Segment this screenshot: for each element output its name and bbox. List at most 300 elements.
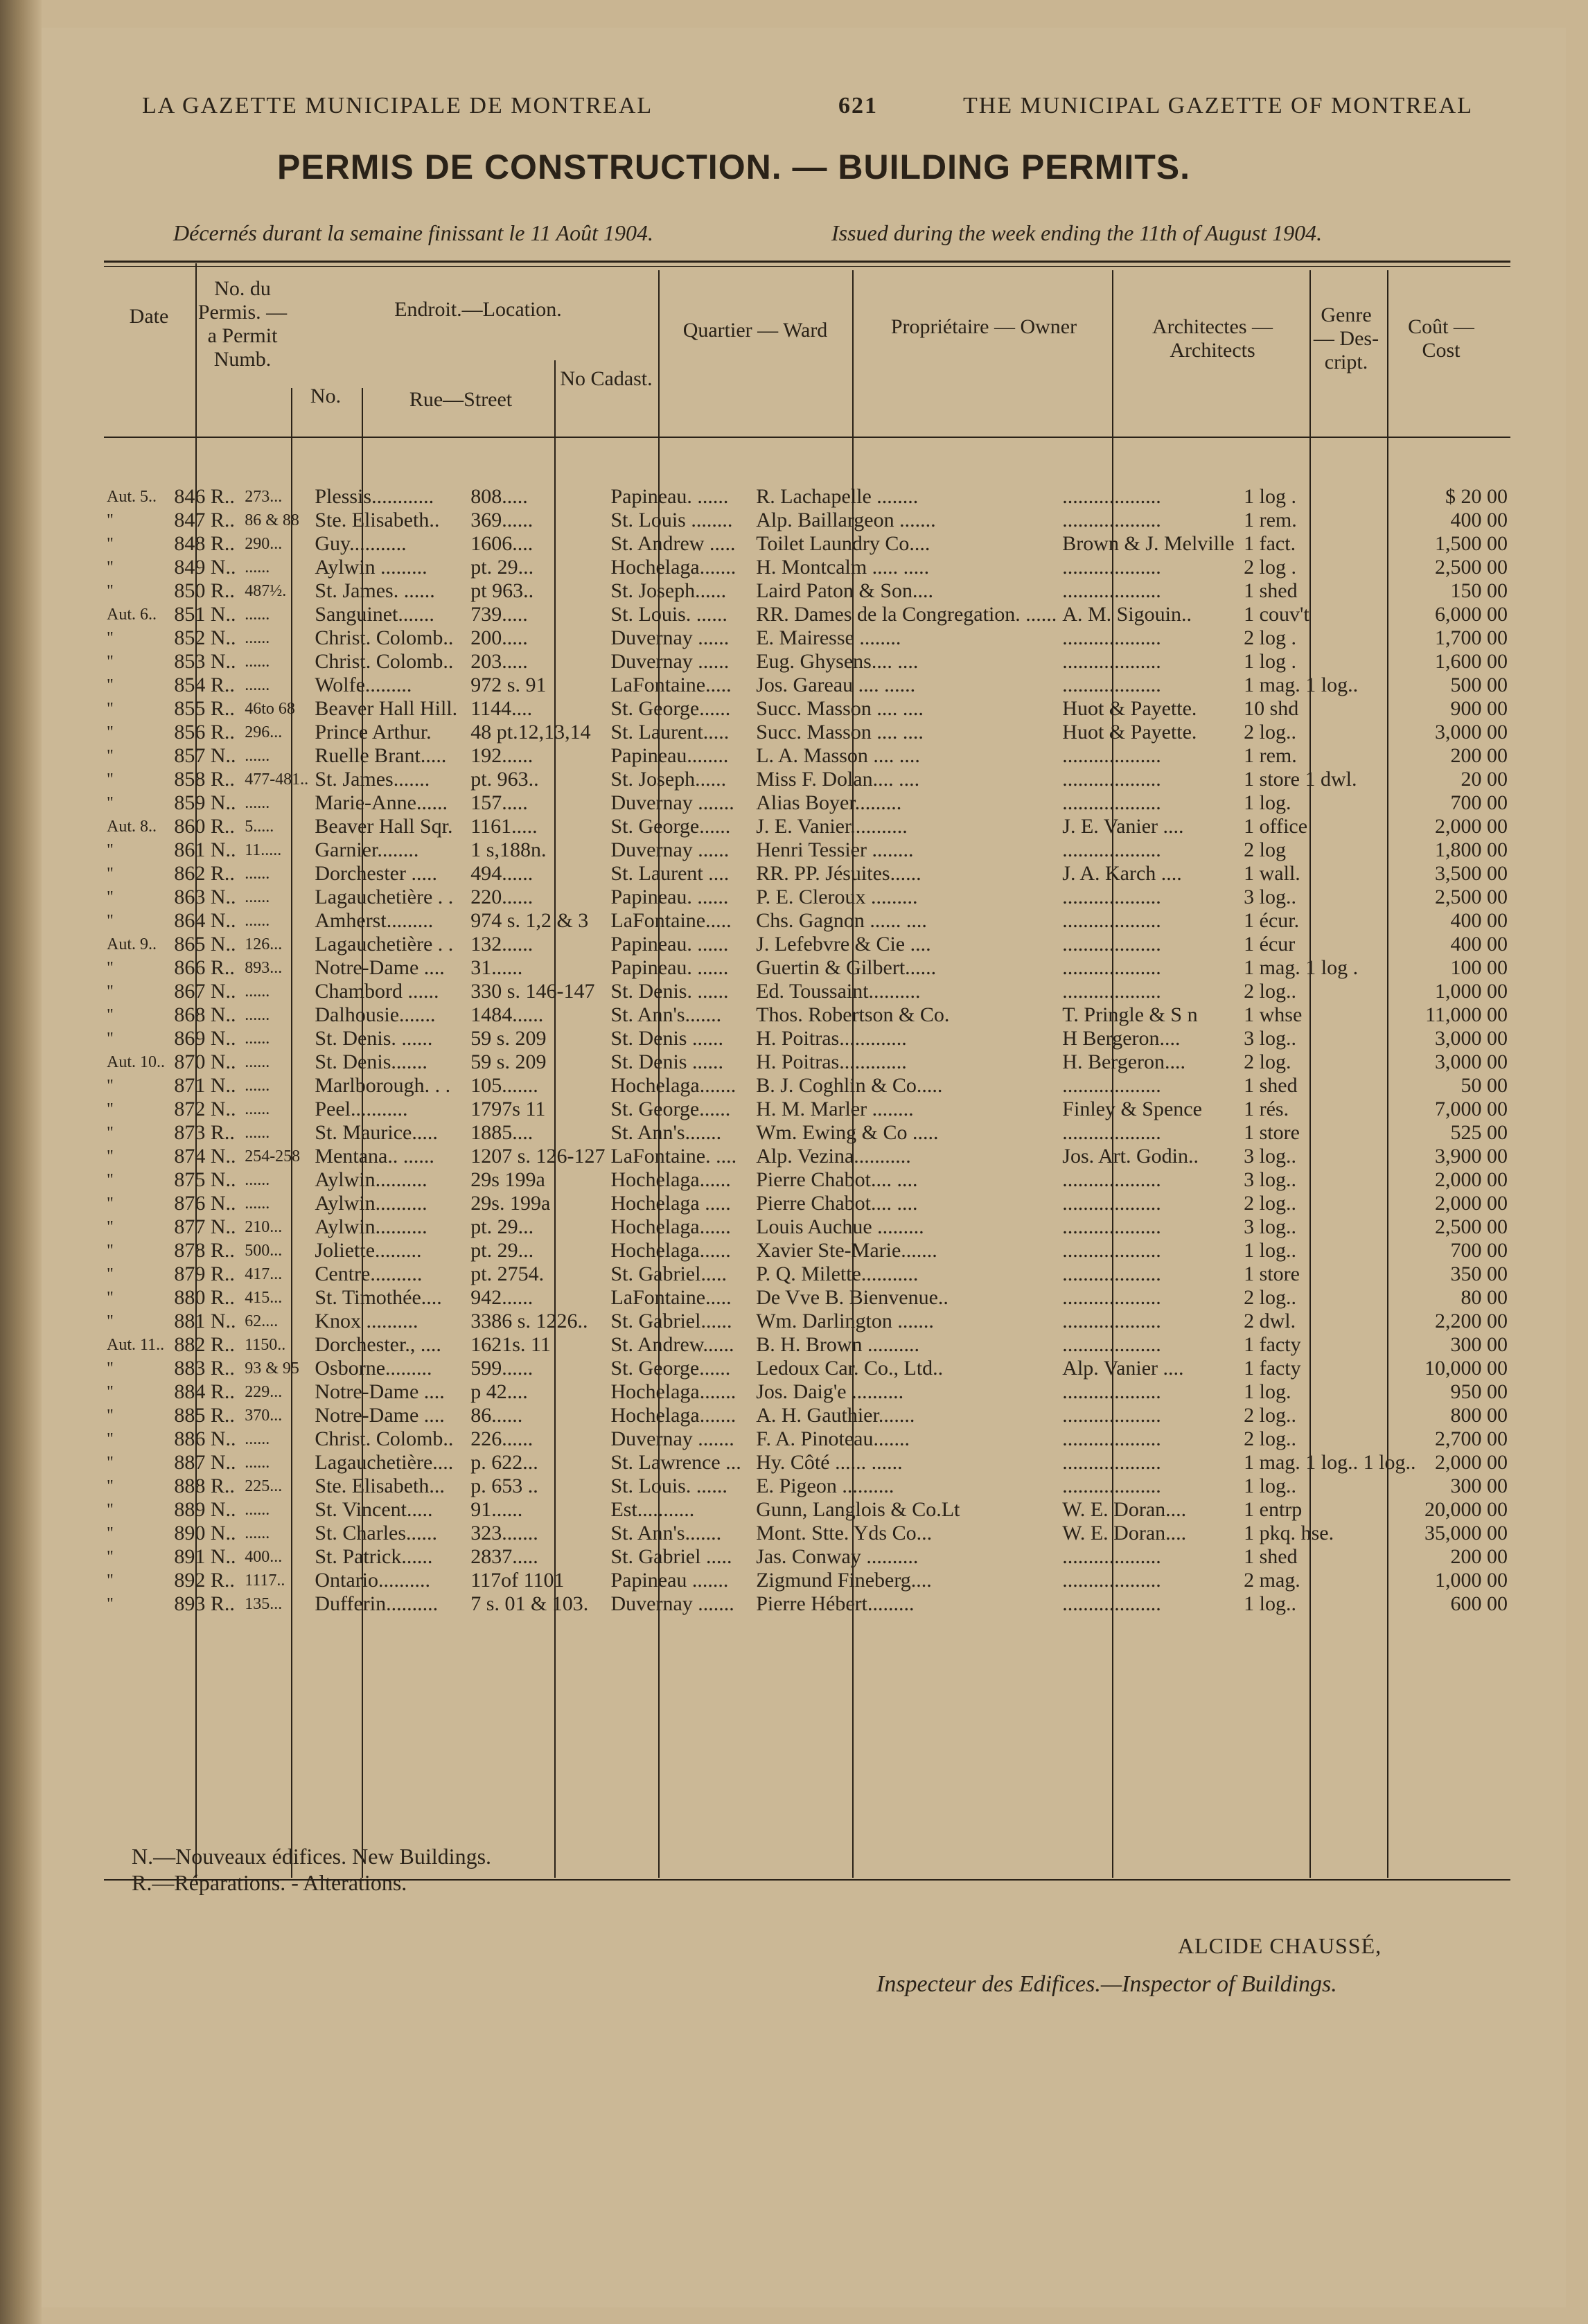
cell-cadastre: 494...... [470,862,533,885]
cell-ward: Hochelaga...... [610,1168,731,1191]
cell-cost: 525 00 [1450,1121,1508,1144]
cell-owner: Gunn, Langlois & Co.Lt [756,1498,960,1521]
cell-owner: Succ. Masson .... .... [756,697,924,720]
cell-cost: 11,000 00 [1425,1003,1508,1026]
cell-permit: 856 R.. [174,721,235,743]
cell-date: " [107,1218,114,1236]
cell-description: 1 facty [1244,1333,1301,1356]
table-row [104,1545,1510,1569]
cell-permit: 859 N.. [174,791,236,814]
cell-cadastre: p 42.... [470,1380,528,1403]
cell-permit: 847 R.. [174,509,235,531]
cell-permit: 889 N.. [174,1498,236,1521]
table-row [104,838,1510,862]
cell-date: " [107,888,114,906]
table-row [104,1215,1510,1239]
cell-description: 2 log.. [1244,980,1296,1003]
cell-street: Joliette......... [315,1239,422,1262]
cell-cost: 700 00 [1450,1239,1508,1262]
cell-owner: E. Mairesse ........ [756,626,901,649]
cell-description: 3 log.. [1244,1168,1296,1191]
table-row [104,791,1510,815]
cell-date: Aut. 9.. [107,935,157,953]
cell-street: Marlborough. . . [315,1074,451,1097]
cell-ward: LaFontaine..... [610,674,732,696]
cell-cadastre: 132...... [470,933,533,956]
cell-owner: Henri Tessier ........ [756,838,914,861]
cell-owner: Guertin & Gilbert...... [756,956,937,979]
cell-ward: St. Joseph...... [610,768,727,791]
cell-cadastre: 1621s. 11 [470,1333,551,1356]
page-number: 621 [838,93,878,118]
cell-ward: Duvernay ...... [610,626,730,649]
cell-ward: St. Andrew ..... [610,532,736,555]
cell-number: ...... [245,1501,270,1519]
table-row [104,1333,1510,1357]
cell-architect: ................... [1062,1569,1161,1592]
cell-ward: Duvernay ....... [610,1427,734,1450]
cell-number: ...... [245,1053,270,1071]
cell-date: " [107,1407,114,1425]
cell-cadastre: 86...... [470,1404,523,1427]
cell-permit: 865 N.. [174,933,236,956]
table-row [104,956,1510,980]
cell-street: Notre-Dame .... [315,1404,445,1427]
cell-owner: Alp. Baillargeon ....... [756,509,936,531]
cell-owner: Pierre Chabot.... .... [756,1192,918,1215]
cell-ward: St. Andrew...... [610,1333,734,1356]
cell-cadastre: 942...... [470,1286,533,1309]
cell-owner: Jas. Conway .......... [756,1545,919,1568]
cell-architect: ................... [1062,626,1161,649]
cell-ward: St. Joseph...... [610,579,727,602]
cell-permit: 877 N.. [174,1215,236,1238]
cell-description: 1 fact. [1244,532,1296,555]
cell-architect: ................... [1062,556,1161,579]
cell-permit: 871 N.. [174,1074,236,1097]
cell-cost: 2,000 00 [1435,815,1508,838]
cell-cadastre: 1797s 11 [470,1098,546,1120]
cell-date: " [107,1595,114,1613]
cell-permit: 863 N.. [174,886,236,908]
cell-street: St. Maurice..... [315,1121,438,1144]
cell-architect: ................... [1062,1168,1161,1191]
cell-ward: St. Denis. ...... [610,980,729,1003]
cell-permit: 874 N.. [174,1145,236,1168]
cell-cadastre: 200..... [470,626,528,649]
cell-date: " [107,747,114,765]
cell-owner: Pierre Hébert......... [756,1592,915,1615]
col-head-date: Date [129,305,169,328]
cell-ward: Est........... [610,1498,695,1521]
table-row [104,1498,1510,1522]
cell-cadastre: 3386 s. 1226.. [470,1310,588,1332]
cell-owner: Pierre Chabot.... .... [756,1168,918,1191]
cell-description: 3 log.. [1244,1215,1296,1238]
cell-permit: 891 N.. [174,1545,236,1568]
cell-architect: Brown & J. Melville [1062,532,1235,555]
cell-permit: 862 R.. [174,862,235,885]
cell-description: 1 shed [1244,1074,1298,1097]
cell-architect: ................... [1062,1074,1161,1097]
cell-architect: J. A. Karch .... [1062,862,1182,885]
cell-description: 2 log . [1244,556,1296,579]
cell-permit: 872 N.. [174,1098,236,1120]
cell-cost: 300 00 [1450,1333,1508,1356]
cell-owner: RR. Dames de la Congregation. ...... [756,603,1057,626]
cell-description: 1 whse [1244,1003,1303,1026]
cell-street: St. Denis....... [315,1050,427,1073]
cell-street: St. James....... [315,768,430,791]
cell-architect: ................... [1062,1215,1161,1238]
cell-number: ...... [245,653,270,671]
cell-number: 86 & 88 [245,511,299,529]
cell-cadastre: 739..... [470,603,528,626]
table-row [104,1404,1510,1427]
cell-number: ...... [245,888,270,906]
cell-description: 1 facty [1244,1357,1301,1380]
cell-owner: P. Q. Milette........... [756,1262,919,1285]
cell-cadastre: pt. 2754. [470,1262,545,1285]
cell-street: St. Vincent..... [315,1498,433,1521]
cell-owner: RR. PP. Jésuites...... [756,862,921,885]
cell-cadastre: 29s 199a [470,1168,545,1191]
table-row [104,1003,1510,1027]
table-row [104,768,1510,791]
cell-cost: 3,500 00 [1435,862,1508,885]
cell-number: 273... [245,488,283,506]
cell-date: " [107,1265,114,1283]
cell-architect: ................... [1062,956,1161,979]
cell-owner: R. Lachapelle ........ [756,485,919,508]
cell-owner: Hy. Côté ...... ...... [756,1451,903,1474]
cell-permit: 875 N.. [174,1168,236,1191]
cell-permit: 846 R.. [174,485,235,508]
cell-date: " [107,723,114,741]
cell-description: 1 shed [1244,579,1298,602]
cell-description: 1 écur [1244,933,1296,956]
cell-permit: 866 R.. [174,956,235,979]
permits-table-body [104,485,1510,1616]
cell-street: Amherst......... [315,909,434,932]
cell-permit: 878 R.. [174,1239,235,1262]
cell-description: 2 dwl. [1244,1310,1296,1332]
cell-architect: ................... [1062,1262,1161,1285]
cell-permit: 885 R.. [174,1404,235,1427]
cell-number: 417... [245,1265,283,1283]
table-row [104,1192,1510,1215]
cell-date: " [107,1501,114,1519]
cell-cost: 35,000 00 [1424,1522,1508,1544]
cell-number: 135... [245,1595,283,1613]
table-row [104,744,1510,768]
cell-cost: 2,000 00 [1435,1168,1508,1191]
cell-description: 1 mag. 1 log.. [1244,674,1359,696]
cell-permit: 860 R.. [174,815,235,838]
cell-permit: 881 N.. [174,1310,236,1332]
cell-cost: 50 00 [1461,1074,1508,1097]
cell-date: " [107,1195,114,1213]
cell-ward: St. Louis. ...... [610,603,727,626]
cell-date: Aut. 10.. [107,1053,165,1071]
cell-architect: ................... [1062,980,1161,1003]
cell-cost: 80 00 [1461,1286,1508,1309]
cell-number: 62.... [245,1312,279,1330]
cell-cost: 2,500 00 [1435,556,1508,579]
cell-description: 2 log.. [1244,721,1296,743]
col-head-desc: Genre — Des-cript. [1313,303,1379,373]
cell-cost: 7,000 00 [1435,1098,1508,1120]
cell-ward: St. Ann's....... [610,1121,722,1144]
table-row [104,862,1510,886]
cell-number: 11..... [245,841,282,859]
cell-ward: Papineau. ...... [610,933,729,956]
cell-number: ...... [245,794,270,812]
cell-ward: St. Louis. ...... [610,1474,727,1497]
cell-description: 1 log.. [1244,1474,1296,1497]
col-head-ward: Quartier — Ward [682,319,828,342]
cell-cost: 3,000 00 [1435,1027,1508,1050]
cell-street: St. Charles...... [315,1522,438,1544]
cell-cost: 2,500 00 [1435,1215,1508,1238]
cell-owner: H. M. Marler ........ [756,1098,914,1120]
cell-architect: ................... [1062,485,1161,508]
cell-cost: 200 00 [1450,744,1508,767]
cell-street: Dorchester ..... [315,862,437,885]
cell-architect: Jos. Art. Godin.. [1062,1145,1199,1168]
cell-ward: Papineau........ [610,744,729,767]
table-row [104,1262,1510,1286]
subtitle-french: Décernés durant la semaine finissant le 11 Août 1904. [173,220,653,245]
cell-date: " [107,959,114,977]
cell-street: Christ. Colomb.. [315,626,454,649]
cell-permit: 873 R.. [174,1121,235,1144]
cell-cadastre: 105....... [470,1074,538,1097]
cell-cost: 3,000 00 [1435,721,1508,743]
cell-ward: Duvernay ...... [610,838,730,861]
cell-number: ...... [245,1030,270,1048]
cell-ward: Hochelaga...... [610,1239,731,1262]
cell-description: 3 log.. [1244,1145,1296,1168]
col-head-cadastre: No Cadast. [560,367,653,390]
cell-date: " [107,582,114,600]
cell-owner: A. H. Gauthier....... [756,1404,915,1427]
cell-owner: H. Montcalm ..... ..... [756,556,930,579]
cell-ward: St. Lawrence ... [610,1451,741,1474]
cell-date: " [107,1077,114,1095]
table-row [104,485,1510,509]
cell-architect: ................... [1062,1121,1161,1144]
cell-cadastre: 91...... [470,1498,523,1521]
cell-permit: 880 R.. [174,1286,235,1309]
cell-ward: Duvernay ....... [610,1592,734,1615]
cell-architect: ................... [1062,1427,1161,1450]
cell-number: ...... [245,1077,270,1095]
table-row [104,1427,1510,1451]
cell-cost: 20 00 [1461,768,1508,791]
cell-street: Christ. Colomb.. [315,650,454,673]
cell-cadastre: pt. 29... [470,1215,534,1238]
table-row [104,1239,1510,1262]
cell-cost: $ 20 00 [1445,485,1508,508]
cell-owner: Mont. Stte. Yds Co... [756,1522,933,1544]
cell-permit: 876 N.. [174,1192,236,1215]
cell-street: Ste. Elisabeth... [315,1474,445,1497]
cell-date: " [107,1524,114,1542]
cell-permit: 890 N.. [174,1522,236,1544]
header-right: THE MUNICIPAL GAZETTE OF MONTREAL [963,93,1473,118]
cell-number: 415... [245,1289,283,1307]
cell-description: 1 store 1 dwl. [1244,768,1357,791]
cell-ward: Papineau. ...... [610,485,729,508]
cell-street: Christ. Colomb.. [315,1427,454,1450]
cell-number: ...... [245,1524,270,1542]
inspector-name: ALCIDE CHAUSSÉ, [1178,1933,1382,1958]
cell-permit: 849 N.. [174,556,236,579]
cell-number: ...... [245,676,270,694]
cell-cadastre: 1161..... [470,815,538,838]
cell-ward: St. George...... [610,697,731,720]
cell-date: " [107,841,114,859]
cell-owner: Miss F. Dolan.... .... [756,768,920,791]
cell-cadastre: 203..... [470,650,528,673]
cell-street: Sanguinet....... [315,603,434,626]
cell-architect: ................... [1062,579,1161,602]
cell-cadastre: 2837..... [470,1545,538,1568]
cell-ward: Hochelaga ..... [610,1192,731,1215]
table-row [104,815,1510,838]
cell-date: Aut. 5.. [107,488,157,506]
cell-description: 1 pkq. hse. [1244,1522,1334,1544]
cell-number: ...... [245,1454,270,1472]
cell-cadastre: 323....... [470,1522,538,1544]
footnote-new: N.—Nouveaux édifices. New Buildings. [132,1844,492,1869]
cell-description: 1 entrp [1244,1498,1303,1521]
cell-date: " [107,1289,114,1307]
cell-street: Dufferin.......... [315,1592,439,1615]
cell-date: " [107,1147,114,1165]
cell-number: 1117.. [245,1572,285,1590]
table-row [104,1451,1510,1474]
cell-ward: Hochelaga....... [610,1074,736,1097]
cell-date: Aut. 6.. [107,606,157,624]
table-row [104,579,1510,603]
cell-street: Dalhousie....... [315,1003,436,1026]
cell-owner: P. E. Cleroux ......... [756,886,918,908]
table-row [104,556,1510,579]
cell-number: ...... [245,983,270,1001]
cell-date: " [107,629,114,647]
cell-architect: T. Pringle & S n [1062,1003,1198,1026]
cell-cadastre: 1144.... [470,697,533,720]
cell-date: " [107,1312,114,1330]
cell-description: 1 mag. 1 log.. 1 log.. [1244,1451,1416,1474]
cell-architect: A. M. Sigouin.. [1062,603,1192,626]
cell-ward: St. Louis ........ [610,509,733,531]
cell-number: ...... [245,1124,270,1142]
cell-ward: Papineau. ...... [610,956,729,979]
cell-owner: Zigmund Fineberg.... [756,1569,932,1592]
cell-ward: St. Gabriel...... [610,1310,732,1332]
cell-street: St. James. ...... [315,579,435,602]
cell-cadastre: 1207 s. 126-127 [470,1145,606,1168]
header-top-rule [104,261,1510,263]
permits-table [104,485,1510,1616]
cell-permit: 854 R.. [174,674,235,696]
cell-street: Ruelle Brant..... [315,744,447,767]
table-row [104,980,1510,1003]
cell-number: ...... [245,1100,270,1118]
cell-permit: 882 R.. [174,1333,235,1356]
table-row [104,1569,1510,1592]
cell-street: Plessis............ [315,485,434,508]
cell-street: Osborne......... [315,1357,432,1380]
cell-date: " [107,794,114,812]
cell-owner: Thos. Robertson & Co. [756,1003,950,1026]
cell-date: " [107,1006,114,1024]
cell-street: Aylwin ......... [315,556,427,579]
cell-number: 477-481.. [245,771,309,789]
cell-number: ...... [245,1006,270,1024]
table-row [104,1050,1510,1074]
cell-date: " [107,1430,114,1448]
cell-number: 370... [245,1407,283,1425]
cell-permit: 848 R.. [174,532,235,555]
cell-cadastre: 369...... [470,509,533,531]
cell-description: 1 log. [1244,1380,1291,1403]
cell-cost: 300 00 [1450,1474,1508,1497]
cell-architect: ................... [1062,674,1161,696]
cell-street: Ste. Elisabeth.. [315,509,440,531]
cell-street: Knox .......... [315,1310,418,1332]
cell-architect: ................... [1062,933,1161,956]
cell-ward: St. Gabriel..... [610,1262,727,1285]
cell-owner: Wm. Darlington ....... [756,1310,934,1332]
cell-permit: 852 N.. [174,626,236,649]
table-row [104,721,1510,744]
cell-architect: Huot & Payette. [1062,697,1197,720]
col-head-no: No. [310,385,342,407]
cell-description: 3 log.. [1244,886,1296,908]
col-head-location: Endroit.—Location. [394,298,562,321]
table-row [104,1074,1510,1098]
cell-cost: 3,000 00 [1435,1050,1508,1073]
cell-date: " [107,1242,114,1260]
cell-number: 5..... [245,818,274,836]
cell-description: 1 couv't [1244,603,1309,626]
cell-date: " [107,1124,114,1142]
table-row [104,909,1510,933]
cell-architect: ................... [1062,1310,1161,1332]
cell-cadastre: 59 s. 209 [470,1050,547,1073]
cell-street: St. Denis. ...... [315,1027,433,1050]
cell-ward: Hochelaga....... [610,1404,736,1427]
cell-cost: 400 00 [1450,933,1508,956]
cell-cadastre: pt. 963.. [470,768,539,791]
cell-street: Centre.......... [315,1262,423,1285]
cell-cadastre: 1885.... [470,1121,533,1144]
cell-street: Wolfe......... [315,674,412,696]
cell-cost: 350 00 [1450,1262,1508,1285]
cell-cost: 800 00 [1450,1404,1508,1427]
table-row [104,1380,1510,1404]
cell-owner: Succ. Masson .... .... [756,721,924,743]
table-row [104,1286,1510,1310]
cell-cost: 10,000 00 [1424,1357,1508,1380]
cell-architect: W. E. Doran.... [1062,1498,1187,1521]
table-row [104,626,1510,650]
cell-description: 1 shed [1244,1545,1298,1568]
